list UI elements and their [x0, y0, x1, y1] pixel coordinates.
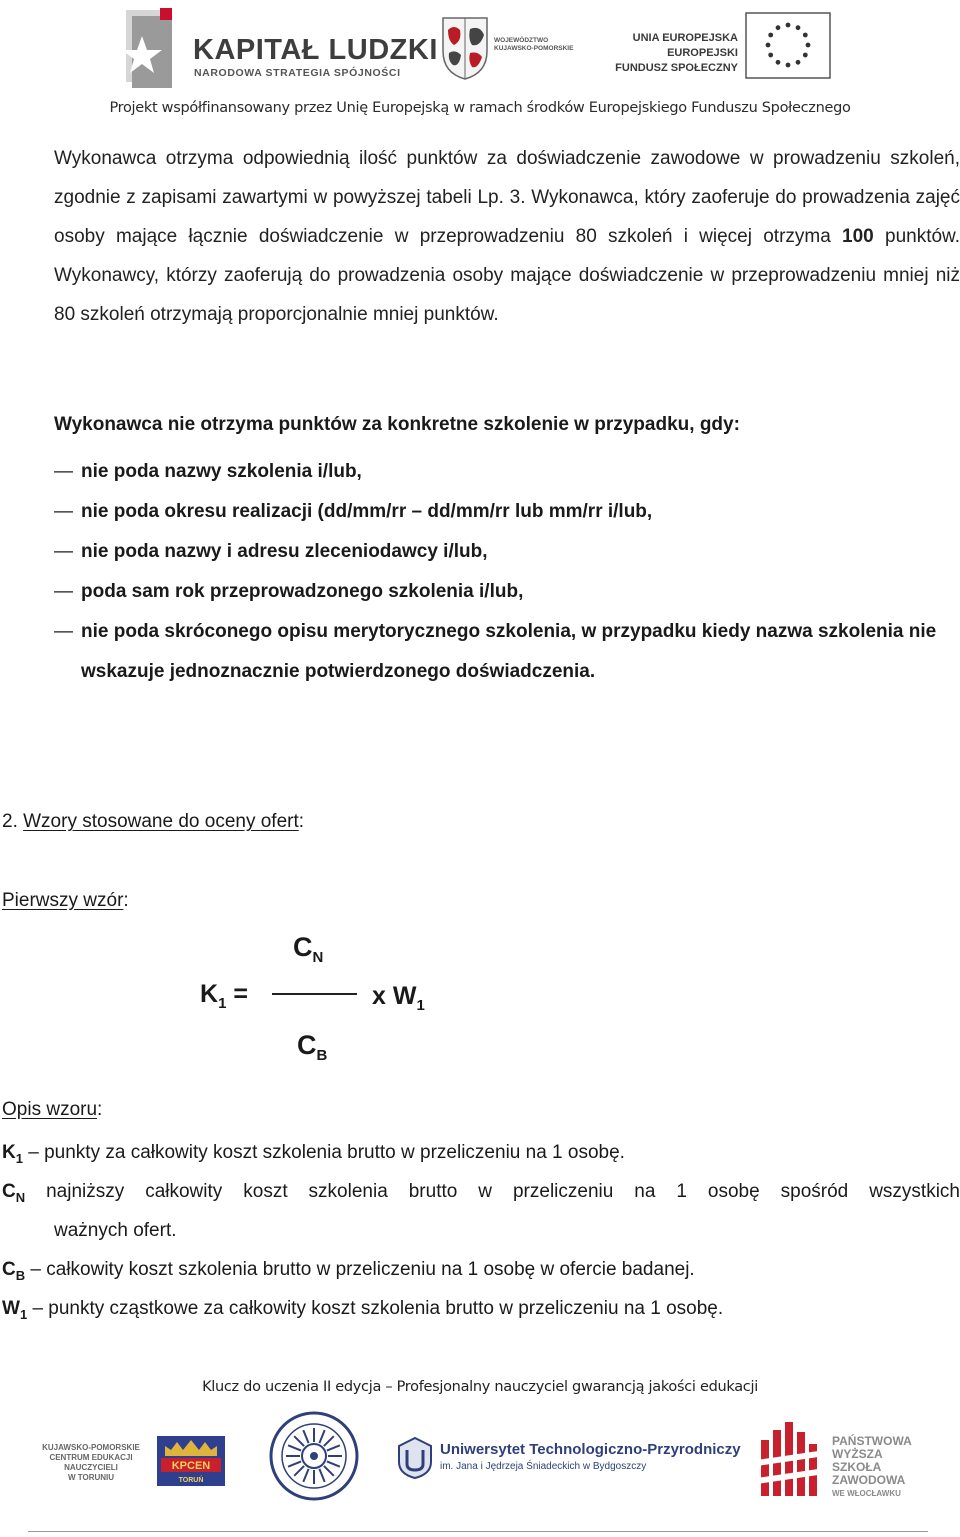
def-symbol [2, 1298, 28, 1322]
description-label: Opis wzoru [2, 1099, 98, 1120]
criteria-text: poda sam rok przeprowadzonego szkolenia i/lub, [81, 581, 524, 602]
seal-ray-icon [303, 1430, 308, 1443]
criteria-text: nie poda okresu realizacji (dd/mm/rr – dd/mm/rr lub mm/rr i/lub, [81, 501, 653, 522]
criteria-item [54, 572, 960, 612]
kp-line-4: W TORUNIU [67, 1473, 115, 1482]
seal-ray-icon [303, 1469, 308, 1482]
dash-icon [54, 572, 73, 612]
kpcen-logo-text [32, 1443, 150, 1483]
kp-line-2: CENTRUM EDUKACJI [49, 1453, 133, 1462]
description-colon: : [97, 1099, 103, 1120]
pwsz-line-3: SZKOŁA [832, 1460, 882, 1474]
criteria-heading: Wykonawca nie otrzyma punktów za konkretne szkolenie w przypadku, gdy: [54, 414, 740, 435]
seal-ray-icon [324, 1436, 334, 1446]
eu-star-icon [766, 43, 771, 48]
kpcen-logo [157, 1436, 225, 1486]
eu-flag-icon [745, 12, 831, 79]
eu-star-icon [796, 25, 801, 30]
criteria-text: nie poda nazwy i adresu zleceniodawcy i/lub, [81, 541, 488, 562]
criteria-item [54, 492, 960, 532]
formula-numerator [293, 932, 323, 966]
dash-icon [54, 452, 73, 492]
seal-ray-icon [288, 1445, 301, 1450]
formula-cb-subscript: B [316, 1047, 328, 1064]
seal-ray-icon [294, 1466, 304, 1476]
pwsz-logo-mark [757, 1420, 825, 1502]
seal-ray-icon [319, 1430, 324, 1443]
region-name [494, 37, 574, 53]
criteria-list [54, 452, 960, 692]
kapital-ludzki-title: KAPITAŁ LUDZKI [193, 34, 438, 66]
def-symbol [2, 1259, 26, 1283]
pwsz-line-1: PAŃSTWOWA [832, 1434, 912, 1448]
definition-cn-continuation: ważnych ofert. [54, 1220, 177, 1241]
bottom-divider [28, 1531, 928, 1532]
para-text-2: punktów. Wykonawcy, którzy zaoferują do prowadzenia osoby mające doświadczenie w przeprowadzeniu mniej niż 80 szkoleń otrzymają proporcjonalnie mniej punktów. [54, 226, 960, 325]
formula-equals: = [226, 980, 248, 1008]
criteria-text: nie poda nazwy szkolenia i/lub, [81, 461, 362, 482]
utp-logo-mark [395, 1436, 435, 1480]
project-cofinancing-line: Projekt współfinansowany przez Unię Europejską w ramach środków Europejskiego Funduszu Społecznego [109, 100, 851, 116]
region-line-1: WOJEWÓDZTWO [494, 37, 549, 44]
kpcen-name: KPCEN [171, 1460, 211, 1472]
kpcen-city: TORUŃ [178, 1477, 204, 1484]
pwsz-line-5: WE WŁOCŁAWKU [832, 1489, 901, 1498]
eu-star-icon [786, 63, 791, 68]
formula-denominator [297, 1030, 327, 1064]
criteria-item [54, 532, 960, 572]
def-sub: 1 [19, 1306, 28, 1322]
section-number: 2. [2, 811, 24, 832]
section-colon: : [298, 811, 305, 832]
eu-star-icon [796, 60, 801, 65]
pwsz-name [832, 1435, 932, 1500]
def-sym: C [2, 1181, 16, 1202]
formula-k-subscript: 1 [218, 995, 227, 1012]
def-text: – całkowity koszt szkolenia brutto w przeliczeniu na 1 osobę w ofercie badanej. [25, 1259, 695, 1280]
eu-line-1: UNIA EUROPEJSKA [632, 32, 738, 44]
kp-line-1: KUJAWSKO-POMORSKIE [42, 1443, 140, 1452]
kapital-ludzki-subtitle: NARODOWA STRATEGIA SPÓJNOŚCI [194, 67, 401, 79]
def-sym: W [2, 1298, 20, 1319]
seal-ray-icon [294, 1436, 304, 1446]
formula-fraction-bar [272, 993, 357, 995]
umk-seal-logo [268, 1410, 360, 1502]
seal-ray-icon [288, 1461, 301, 1466]
first-formula-colon: : [123, 890, 129, 911]
formula-w-subscript: 1 [416, 997, 425, 1014]
section-title: Wzory stosowane do oceny ofert [23, 811, 299, 832]
dash-icon [54, 612, 73, 652]
formula-xw-symbol: x W [372, 982, 417, 1010]
utp-subname: im. Jana i Jędrzeja Śniadeckich w Bydgoszczy [440, 1461, 647, 1472]
utp-name: Uniwersytet Technologiczno-Przyrodniczy [440, 1441, 741, 1458]
seal-ray-icon [327, 1445, 340, 1450]
def-symbol [2, 1142, 23, 1166]
section-heading [2, 811, 304, 833]
eu-star-icon [803, 33, 808, 38]
eu-star-icon [768, 53, 773, 58]
description-heading [2, 1099, 102, 1121]
def-sym: K [2, 1142, 16, 1163]
seal-ray-icon [327, 1461, 340, 1466]
eu-star-icon [768, 33, 773, 38]
kp-line-3: NAUCZYCIELI [64, 1463, 118, 1472]
seal-ray-icon [319, 1469, 324, 1482]
footer-project-line: Klucz do uczenia II edycja – Profesjonalny nauczyciel gwarancją jakości edukacji [202, 1379, 758, 1395]
def-text: najniższy całkowity koszt szkolenia brutto w przeliczeniu na 1 osobę spośród wszystkich [25, 1181, 960, 1202]
para-text-1: Wykonawca otrzyma odpowiednią ilość punktów za doświadczenie zawodowe w prowadzeniu szkoleń, zgodnie z zapisami zawartymi w powyższej tabeli Lp. 3. Wykonawca, który zaoferuje do prowadzenia zajęć osoby mające łącznie doświadczenie w przeprowadzeniu 80 szkoleń i więcej otrzyma [54, 148, 960, 247]
eu-line-2: EUROPEJSKI [667, 47, 738, 59]
dash-icon [54, 532, 73, 572]
formula-cn-subscript: N [312, 949, 324, 966]
experience-paragraph [54, 139, 960, 334]
first-formula-heading [2, 890, 129, 912]
def-sub: 1 [15, 1150, 23, 1166]
definition-w1 [2, 1289, 960, 1334]
formula-k-symbol: K [200, 980, 219, 1008]
criteria-text: nie poda skróconego opisu merytorycznego szkolenia, w przypadku kiedy nazwa szkolenia nie wskazuje jednoznacznie potwierdzonego doświadczenia. [81, 621, 937, 682]
dash-icon [54, 492, 73, 532]
kapital-ludzki-logo-mark [120, 6, 178, 96]
pwsz-line-2: WYŻSZA [832, 1447, 883, 1461]
formula-cb-symbol: C [297, 1030, 317, 1060]
eu-line-3: FUNDUSZ SPOŁECZNY [615, 62, 738, 74]
region-line-2: KUJAWSKO-POMORSKIE [494, 45, 574, 52]
eu-fund-text [614, 31, 738, 76]
eu-star-icon [806, 43, 811, 48]
def-text: – punkty cząstkowe za całkowity koszt szkolenia brutto w przeliczeniu na 1 osobę. [27, 1298, 724, 1319]
formula-cn-symbol: C [293, 932, 313, 962]
def-symbol [2, 1181, 26, 1205]
formula-multiplier [372, 982, 425, 1014]
eu-star-icon [776, 60, 781, 65]
criteria-item [54, 612, 960, 692]
def-sub: B [15, 1267, 26, 1283]
pwsz-line-4: ZAWODOWA [832, 1473, 906, 1487]
eu-star-icon [776, 25, 781, 30]
eu-star-icon [803, 53, 808, 58]
seal-ray-icon [324, 1466, 334, 1476]
formula-lhs [200, 980, 248, 1012]
def-sym: C [2, 1259, 16, 1280]
def-text: – punkty za całkowity koszt szkolenia brutto w przeliczeniu na 1 osobę. [22, 1142, 625, 1163]
eu-star-icon [786, 23, 791, 28]
region-crest-logo [440, 15, 490, 81]
def-sub: N [15, 1189, 26, 1205]
para-bold-points: 100 [842, 226, 874, 247]
criteria-item [54, 452, 960, 492]
first-formula-label: Pierwszy wzór [2, 890, 124, 911]
